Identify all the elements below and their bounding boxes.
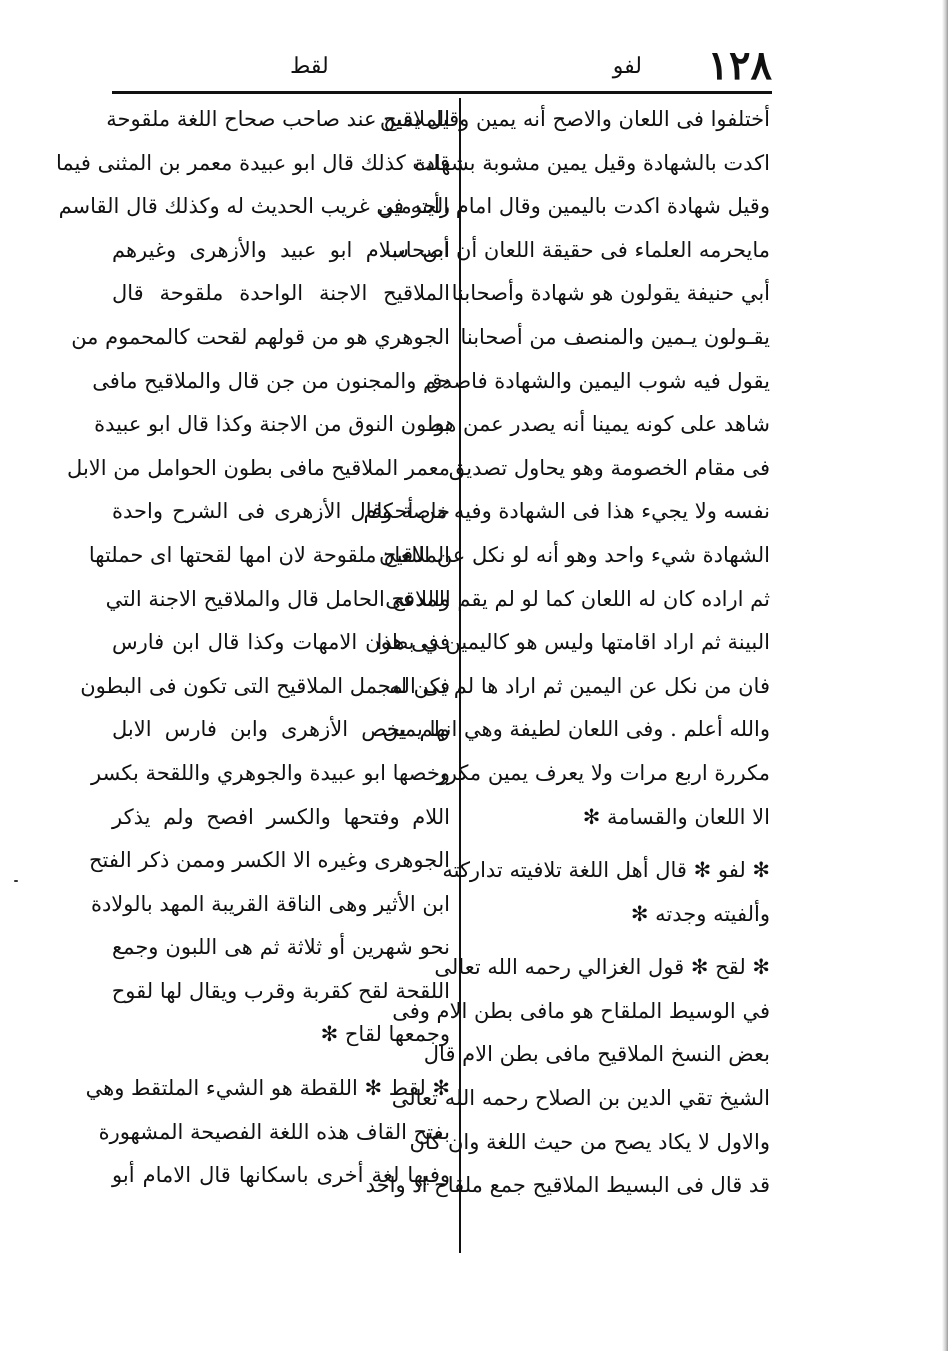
text-line: فى المجمل الملاقيح التى تكون فى البطون bbox=[80, 673, 450, 698]
text-line: في الوسيط الملقاح هو مافى بطن الام وفى bbox=[392, 998, 770, 1023]
text-line: البينة ثم اراد اقامتها وليس هو كاليمين فى هذا bbox=[376, 630, 770, 655]
text-line: شاهد على كونه يمينا أنه يصدر عمن هو bbox=[434, 412, 770, 437]
text-line: الجوهري هو من قولهم لقحت كالمحموم من bbox=[71, 324, 450, 349]
text-line: مايحرمه العلماء فى حقيقة اللعان أن أصحاب bbox=[385, 237, 770, 262]
text-line: قلت كذلك قال ابو عبيدة معمر بن المثنى فيما bbox=[56, 150, 450, 175]
entry-heading-line: ✻ لقط ✻ اللقطة هو الشيء الملتقط وهي bbox=[85, 1076, 450, 1101]
left-column bbox=[56, 98, 450, 1198]
text-line: اكدت بالشهادة وقيل يمين مشوبة بشهادة bbox=[414, 150, 770, 175]
text-line: الملاقيح ملقوحة لان امها لقحتها اى حملتها bbox=[88, 542, 450, 567]
text-line: نحو شهرين أو ثلاثة ثم هى اللبون وجمع bbox=[112, 935, 450, 960]
text-line: أبي حنيفة يقولون هو شهادة وأصحابنا bbox=[451, 281, 770, 306]
text-line: وألفيته وجدته ✻ bbox=[630, 901, 770, 926]
text-line: والله أعلم . وفى اللعان لطيفة وهي انها يمين bbox=[382, 717, 770, 742]
text-line: ولم يخص الأزهرى وابن فارس الابل bbox=[112, 717, 450, 742]
text-line: رأيته فى غريب الحديث له وكذلك قال القاسم bbox=[58, 194, 450, 219]
text-line: يقـولون يـمين والمنصف من أصحابنا bbox=[460, 324, 770, 349]
scan-edge-shadow bbox=[942, 0, 948, 1351]
text-line: يقول فيه شوب اليمين والشهادة فاصدق bbox=[426, 368, 770, 393]
text-line: فان من نكل عن اليمين ثم اراد ها لم يكن له . bbox=[375, 673, 770, 698]
text-line: اللام وفتحها والكسر افصح ولم يذكر bbox=[112, 804, 450, 829]
text-line: اللقحة لقح كقربة وقرب ويقال لها لقوح bbox=[111, 978, 450, 1003]
text-line: والاول لا يكاد يصح من حيث اللغة وان كان bbox=[409, 1129, 770, 1154]
header-entry-word-right: لفو bbox=[612, 54, 642, 79]
text-line: الشيخ تقي الدين بن الصلاح رحمه الله تعالى bbox=[391, 1086, 770, 1111]
text-line: بفتح القاف هذه اللغة الفصيحة المشهورة bbox=[98, 1119, 450, 1144]
text-line: الجوهرى وغيره الا الكسر وممن ذكر الفتح bbox=[89, 848, 450, 873]
text-line: الا اللعان والقسامة ✻ bbox=[582, 804, 770, 829]
text-line: حم والمجنون من جن قال والملاقيح مافى bbox=[92, 368, 450, 393]
scan-speck bbox=[14, 880, 18, 882]
text-line: الشهادة شيء واحد وهو أنه لو نكل عن اللعان bbox=[378, 542, 770, 567]
text-line: مكررة اربع مرات ولا يعرف يمين مكرر bbox=[436, 760, 770, 785]
text-line: ابن الأثير وهى الناقة القريبة المهد بالولادة bbox=[90, 891, 450, 916]
text-line: نفسه ولا يجيء هذا فى الشهادة وفيه من أحكام bbox=[363, 499, 770, 524]
text-line: بطون النوق من الاجنة وكذا قال ابو عبيدة bbox=[94, 412, 450, 437]
entry-heading-line: ✻ لفو ✻ قال أهل اللغة تلافيته تداركته bbox=[442, 858, 770, 883]
text-line: قد قال فى البسيط الملاقيح جمع ملقاح اذ واحد bbox=[365, 1173, 770, 1198]
page-header bbox=[112, 40, 772, 92]
text-line: أختلفوا فى اللعان والاصح أنه يمين وقيل يمين bbox=[379, 107, 770, 131]
text-line: فى مقام الخصومة وهو يحاول تصديق bbox=[448, 455, 770, 480]
text-line: معمر الملاقيح مافى بطون الحوامل من الابل bbox=[67, 455, 450, 480]
header-entry-word-left: لقط bbox=[290, 54, 329, 79]
text-line: الملاقيح الاجنة الواحدة ملقوحة قال bbox=[112, 281, 450, 306]
text-line: ثم اراده كان له اللعان كما لو لم يقم المدعى bbox=[385, 586, 770, 611]
header-rule bbox=[112, 91, 772, 94]
entry-heading-line: ✻ لقح ✻ قول الغزالي رحمه الله تعالى bbox=[434, 955, 770, 980]
text-line: ابن سلام ابو عبيد والأزهرى وغيرهم bbox=[112, 237, 450, 262]
text-line: في بطون الامهات وكذا قال ابن فارس bbox=[112, 630, 450, 655]
text-line: خاصة وقال الأزهرى فى الشرح واحدة bbox=[112, 499, 450, 524]
text-line: وقيل شهادة اكدت باليمين وقال امام الحرمين bbox=[378, 194, 770, 219]
text-line: بعض النسخ الملاقيح مافى بطن الام قال bbox=[423, 1042, 770, 1067]
text-line: وجمعها لقاح ✻ bbox=[320, 1022, 450, 1047]
text-line: واللاقح الحامل قال والملاقيح الاجنة التي bbox=[105, 586, 450, 611]
text-line: وخصها ابو عبيدة والجوهري واللقحة بكسر bbox=[91, 760, 450, 785]
text-line: الملاقيح عند صاحب صحاح اللغة ملقوحة bbox=[106, 107, 450, 131]
text-line: وفيها لغة أخرى باسكانها قال الامام أبو bbox=[112, 1163, 450, 1188]
page-number: ١٢٨ bbox=[707, 42, 772, 89]
